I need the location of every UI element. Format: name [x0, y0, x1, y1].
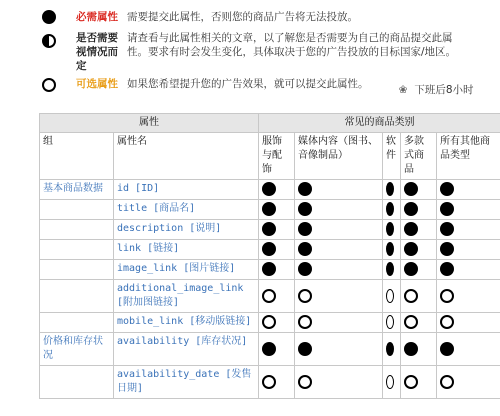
- row-mark-cell: [401, 220, 437, 240]
- table-row: [40, 333, 500, 366]
- filled-circle-icon: [404, 242, 418, 256]
- empty-circle-icon: [262, 375, 276, 389]
- legend-optional-desc: 如果您希望提升您的广告效果，就可以提交此属性。: [127, 78, 369, 90]
- row-mark-cell: [259, 180, 295, 200]
- filled-circle-icon: [386, 262, 394, 276]
- table-row: [40, 180, 500, 200]
- col-category: 多款式商品: [401, 133, 437, 180]
- row-mark-cell: [383, 366, 401, 399]
- row-mark-cell: [295, 260, 383, 280]
- row-mark-cell: [401, 200, 437, 220]
- col-category: 媒体内容（图书、音像制品）: [295, 133, 383, 180]
- row-mark-cell: [295, 280, 383, 313]
- watermark: [395, 82, 474, 97]
- filled-circle-icon: [262, 202, 276, 216]
- row-mark-cell: [383, 220, 401, 240]
- col-category: 服饰与配饰: [259, 133, 295, 180]
- col-category: 软件: [383, 133, 401, 180]
- filled-circle-icon: [440, 242, 454, 256]
- row-mark-cell: [437, 260, 500, 280]
- row-mark-cell: [437, 180, 500, 200]
- row-mark-cell: [437, 200, 500, 220]
- row-attr-name: id [ID]: [114, 180, 259, 200]
- row-mark-cell: [401, 366, 437, 399]
- filled-circle-icon: [298, 342, 312, 356]
- col-category: 所有其他商品类型: [437, 133, 500, 180]
- row-mark-cell: [295, 200, 383, 220]
- filled-circle-icon: [404, 262, 418, 276]
- empty-circle-icon: [298, 315, 312, 329]
- table-row: [40, 240, 500, 260]
- empty-circle-icon: [298, 289, 312, 303]
- row-mark-cell: [259, 260, 295, 280]
- table-row: [40, 313, 500, 333]
- row-group: [40, 313, 114, 333]
- watermark-text: 下班后8小时: [414, 84, 474, 96]
- empty-circle-icon: [440, 289, 454, 303]
- row-attr-name: availability [库存状况]: [114, 333, 259, 366]
- row-group: [40, 240, 114, 260]
- empty-circle-icon: [404, 289, 418, 303]
- row-attr-name: additional_image_link [附加图链接]: [114, 280, 259, 313]
- filled-circle-icon: [386, 222, 394, 236]
- table-row: [40, 200, 500, 220]
- half-circle-icon: [42, 34, 56, 48]
- row-group: [40, 200, 114, 220]
- attribute-table: [39, 113, 500, 399]
- row-attr-name: image_link [图片链接]: [114, 260, 259, 280]
- empty-circle-icon: [42, 78, 56, 92]
- row-mark-cell: [259, 313, 295, 333]
- filled-circle-icon: [298, 222, 312, 236]
- filled-circle-icon: [386, 242, 394, 256]
- row-attr-name: title [商品名]: [114, 200, 259, 220]
- row-mark-cell: [383, 333, 401, 366]
- row-mark-cell: [437, 220, 500, 240]
- row-mark-cell: [437, 313, 500, 333]
- filled-circle-icon: [298, 262, 312, 276]
- empty-circle-icon: [262, 315, 276, 329]
- row-attr-name: mobile_link [移动版链接]: [114, 313, 259, 333]
- filled-circle-icon: [440, 182, 454, 196]
- filled-circle-icon: [404, 222, 418, 236]
- row-group: 价格和库存状况: [40, 333, 114, 366]
- filled-circle-icon: [262, 262, 276, 276]
- row-mark-cell: [437, 240, 500, 260]
- filled-circle-icon: [404, 342, 418, 356]
- row-group: 基本商品数据: [40, 180, 114, 200]
- header-categories: 常见的商品类别: [259, 114, 500, 133]
- row-attr-name: link [链接]: [114, 240, 259, 260]
- filled-circle-icon: [262, 182, 276, 196]
- row-mark-cell: [383, 180, 401, 200]
- row-mark-cell: [259, 366, 295, 399]
- filled-circle-icon: [262, 342, 276, 356]
- legend-required-desc: 需要提交此属性，否则您的商品广告将无法投放。: [127, 11, 358, 23]
- table-row: [40, 280, 500, 313]
- filled-circle-icon: [440, 262, 454, 276]
- row-mark-cell: [437, 366, 500, 399]
- filled-circle-icon: [386, 182, 394, 196]
- row-mark-cell: [259, 200, 295, 220]
- row-mark-cell: [437, 333, 500, 366]
- empty-circle-icon: [298, 375, 312, 389]
- row-mark-cell: [295, 220, 383, 240]
- row-group: [40, 366, 114, 399]
- row-mark-cell: [383, 200, 401, 220]
- table-row: [40, 260, 500, 280]
- empty-circle-icon: [404, 375, 418, 389]
- empty-circle-icon: [262, 289, 276, 303]
- row-mark-cell: [383, 260, 401, 280]
- row-group: [40, 280, 114, 313]
- empty-circle-icon: [386, 315, 394, 329]
- row-mark-cell: [295, 240, 383, 260]
- row-mark-cell: [259, 220, 295, 240]
- filled-circle-icon: [262, 242, 276, 256]
- filled-circle-icon: [440, 222, 454, 236]
- legend-required-label: 必需属性: [76, 11, 118, 23]
- filled-circle-icon: [440, 202, 454, 216]
- wechat-icon: ❀: [398, 84, 408, 96]
- row-mark-cell: [295, 333, 383, 366]
- row-mark-cell: [259, 280, 295, 313]
- legend-conditional-label: 是否需要视情况而定: [76, 32, 118, 72]
- row-group: [40, 220, 114, 240]
- filled-circle-icon: [386, 342, 394, 356]
- filled-circle-icon: [262, 222, 276, 236]
- row-mark-cell: [295, 366, 383, 399]
- col-attr-name: 属性名: [114, 133, 259, 180]
- filled-circle-icon: [298, 182, 312, 196]
- row-mark-cell: [295, 180, 383, 200]
- table-row: [40, 220, 500, 240]
- row-mark-cell: [259, 333, 295, 366]
- row-group: [40, 260, 114, 280]
- row-attr-name: description [说明]: [114, 220, 259, 240]
- row-mark-cell: [401, 260, 437, 280]
- empty-circle-icon: [440, 375, 454, 389]
- row-mark-cell: [383, 240, 401, 260]
- empty-circle-icon: [440, 315, 454, 329]
- empty-circle-icon: [386, 289, 394, 303]
- filled-circle-icon: [298, 242, 312, 256]
- row-mark-cell: [401, 240, 437, 260]
- row-mark-cell: [401, 280, 437, 313]
- empty-circle-icon: [386, 375, 394, 389]
- filled-circle-icon: [440, 342, 454, 356]
- row-mark-cell: [383, 280, 401, 313]
- empty-circle-icon: [404, 315, 418, 329]
- legend-optional-label: 可选属性: [76, 78, 118, 90]
- col-group: 组: [40, 133, 114, 180]
- filled-circle-icon: [386, 202, 394, 216]
- filled-circle-icon: [42, 10, 56, 24]
- row-mark-cell: [401, 180, 437, 200]
- row-attr-name: availability_date [发售日期]: [114, 366, 259, 399]
- row-mark-cell: [295, 313, 383, 333]
- filled-circle-icon: [298, 202, 312, 216]
- row-mark-cell: [401, 313, 437, 333]
- row-mark-cell: [401, 333, 437, 366]
- row-mark-cell: [383, 313, 401, 333]
- row-mark-cell: [437, 280, 500, 313]
- table-row: [40, 366, 500, 399]
- filled-circle-icon: [404, 182, 418, 196]
- header-attributes: 属性: [40, 114, 259, 133]
- row-mark-cell: [259, 240, 295, 260]
- legend-conditional-desc: 请查看与此属性相关的文章，以了解您是否需要为自己的商品提交此属性。要求有时会发生变化，具体取决于您的广告投放的目标国家/地区。: [127, 32, 457, 58]
- filled-circle-icon: [404, 202, 418, 216]
